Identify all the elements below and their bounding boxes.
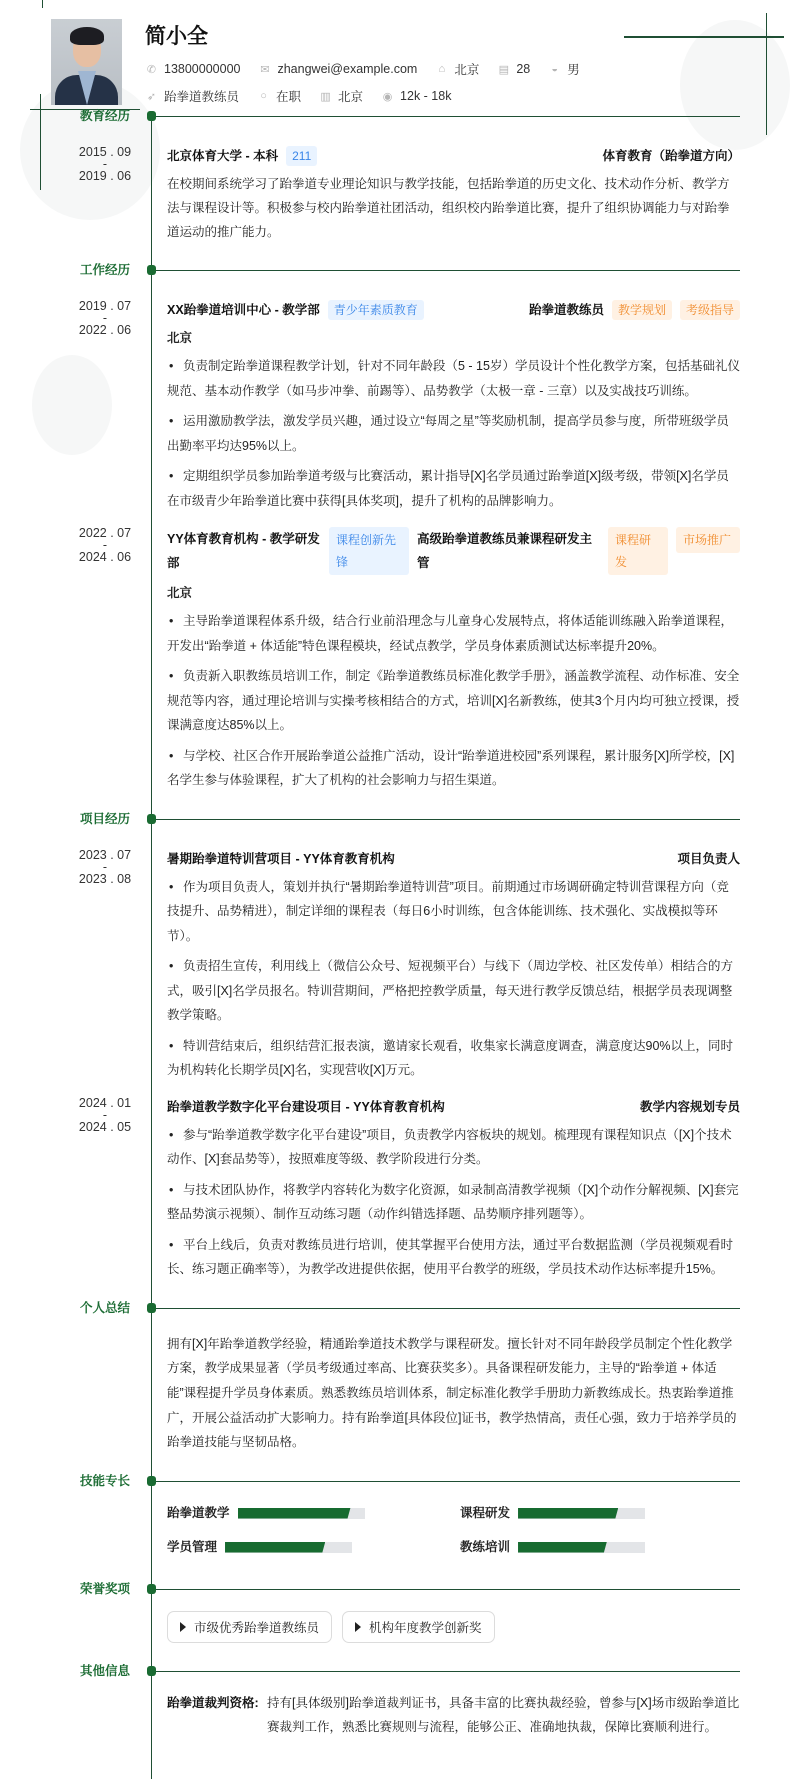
skill-bar [518, 1542, 645, 1553]
skill-name: 学员管理 [167, 1540, 218, 1555]
timeline-node [147, 111, 156, 121]
education-entry [0, 146, 794, 244]
section-title: 荣誉奖项 [79, 1582, 130, 1597]
send-icon: ➶ [146, 90, 157, 103]
building-icon: ▥ [320, 90, 331, 103]
summary-text: 拥有[X]年跆拳道教学经验，精通跆拳道技术教学与课程研发。擅长针对不同年龄段学员制定个性化教学方案，教学成果显著（学员考级通过率高、比赛获奖多）。具备课程研发能力，主导的“跆拳道 + 体适能”课程提升学员身体素质。熟悉教练员培训体系，制定标准化教学手册助力新教练成长。热衷跆拳道推广，开展公益活动扩大影响力。持有跆拳道[具体段位]证书，教学热情高，责任心强，致力于培养学员的跆拳道技能与坚韧品格。 [167, 1336, 737, 1450]
section-awards [0, 1582, 794, 1597]
role-tag: 课程研发 [608, 527, 668, 575]
gender: 男 [567, 63, 580, 77]
school: 北京体育大学 - 本科 [167, 149, 279, 163]
school-tag: 211 [286, 146, 317, 166]
skill-fill [518, 1542, 607, 1553]
skill-item [460, 1537, 740, 1557]
other-info [167, 1691, 740, 1739]
divider [156, 1589, 740, 1590]
resume-body [0, 109, 794, 1779]
decor-line [42, 0, 43, 8]
work-location: 北京 [167, 586, 193, 600]
timeline-node [147, 1666, 156, 1676]
company: XX跆拳道培训中心 - 教学部 [167, 303, 320, 317]
work-entry [0, 527, 794, 793]
divider [156, 270, 740, 271]
age: 28 [516, 62, 531, 76]
triangle-icon [180, 1622, 186, 1632]
salary-icon: ◉ [382, 90, 393, 103]
project-name: 跆拳道教学数字化平台建设项目 - YY体育教育机构 [167, 1099, 445, 1114]
job-intent-row [145, 87, 463, 105]
other-text: 持有[具体级别]跆拳道裁判证书，具备丰富的比赛执裁经验，曾参与[X]场市级跆拳道比赛裁判工作，熟悉比赛规则与流程，能够公正、准确地执裁，保障比赛顺利进行。 [267, 1696, 740, 1735]
end-date: 2024 . 06 [78, 550, 132, 564]
bullet: • 主导跆拳道课程体系升级，结合行业前沿理念与儿童身心发展特点，将体适能训练融入跆拳道课程，开发出“跆拳道 + 体适能”特色课程模块，经试点教学，学员身体素质测试达标率提升20%。 [167, 609, 740, 658]
date-sep: - [102, 157, 108, 171]
skill-fill [238, 1508, 351, 1519]
section-title: 技能专长 [79, 1474, 130, 1489]
education-desc: 在校期间系统学习了跆拳道专业理论知识与教学技能，包括跆拳道的历史文化、技术动作分析、教学方法与课程设计等。积极参与校内跆拳道社团活动，组织校内跆拳道比赛，提升了组织协调能力与对跆拳道运动的推广能力。 [167, 177, 730, 239]
skill-name: 教练培训 [460, 1540, 511, 1555]
divider [156, 116, 740, 117]
project-name: 暑期跆拳道特训营项目 - YY体育教育机构 [167, 851, 395, 866]
bullet: • 平台上线后，负责对教练员进行培训，使其掌握平台使用方法，通过平台数据监测（学员视频观看时长、练习题正确率等），为教学改进提供依据，使用平台教学的班级，学员技术动作达标率提升15%。 [167, 1233, 740, 1282]
skill-item [167, 1503, 460, 1523]
bullet: • 负责新入职教练员培训工作，制定《跆拳道教练员标准化教学手册》，涵盖教学流程、动作标准、安全规范等内容，通过理论培训与实操考核相结合的方式，培训[X]名新教练，使其3个月内均可独立授课，授课满意度达85%以上。 [167, 664, 740, 738]
section-summary [0, 1300, 794, 1315]
phone: 13800000000 [164, 62, 241, 76]
award-item [167, 1611, 332, 1643]
timeline-node [147, 1476, 156, 1486]
start-date: 2022 . 07 [78, 526, 132, 540]
job-intent: 跆拳道教练员 [164, 90, 240, 104]
divider [156, 819, 740, 820]
end-date: 2019 . 06 [78, 169, 132, 183]
phone-icon: ✆ [146, 63, 157, 76]
end-date: 2024 . 05 [78, 1119, 132, 1134]
section-title: 其他信息 [79, 1664, 130, 1679]
section-work [0, 263, 794, 277]
date-sep: - [102, 311, 108, 325]
date-sep: - [102, 1107, 108, 1122]
section-title: 项目经历 [79, 811, 130, 826]
company: YY体育教育机构 - 教学研发部 [167, 532, 320, 570]
timeline-node [147, 265, 156, 275]
bullet: • 运用激励教学法，激发学员兴趣，通过设立“每周之星”等奖励机制，提高学员参与度，所带班级学员出勤率平均达95%以上。 [167, 409, 740, 458]
section-title: 教育经历 [79, 109, 130, 123]
end-date: 2022 . 06 [78, 323, 132, 337]
bullet: • 负责制定跆拳道课程教学计划，针对不同年龄段（5 - 15岁）学员设计个性化教学方案，包括基础礼仪规范、基本动作教学（如马步冲拳、前踢等）、品势教学（太极一章 - 三章）以及实战技巧训练。 [167, 354, 740, 403]
timeline-node [147, 1303, 156, 1313]
section-title: 个人总结 [79, 1300, 130, 1315]
section-project [0, 811, 794, 826]
company-tag: 青少年素质教育 [328, 300, 424, 320]
skill-fill [518, 1508, 618, 1519]
end-date: 2023 . 08 [78, 871, 132, 886]
skill-bar [225, 1542, 352, 1553]
other-label: 跆拳道裁判资格: [167, 1696, 259, 1711]
divider [156, 1671, 740, 1672]
date-sep: - [102, 538, 108, 552]
role: 跆拳道教练员 [528, 303, 604, 317]
job-status: 在职 [276, 90, 302, 104]
age-icon: ▤ [498, 63, 510, 76]
skill-name: 跆拳道教学 [167, 1506, 230, 1521]
role-tag: 市场推广 [676, 527, 740, 553]
role-tag: 考级指导 [680, 300, 740, 320]
bullet: • 定期组织学员参加跆拳道考级与比赛活动，累计指导[X]名学员通过跆拳道[X]级考级，带领[X]名学员在市级青少年跆拳道比赛中获得[具体奖项]，提升了机构的品牌影响力。 [167, 464, 740, 513]
bullet: • 负责招生宣传，利用线上（微信公众号、短视频平台）与线下（周边学校、社区发传单）相结合的方式，吸引[X]名学员报名。特训营期间，严格把控教学质量，每天进行教学反馈总结，根据学员表现调整教学策略。 [167, 954, 740, 1028]
role-tag: 教学规划 [612, 300, 672, 320]
project-role: 项目负责人 [677, 851, 740, 866]
contact-row [145, 60, 592, 78]
award-name: 机构年度教学创新奖 [369, 1621, 482, 1636]
decor-line [624, 36, 784, 38]
divider [156, 1481, 740, 1482]
gender-icon: ◒ [551, 63, 559, 75]
award-item [342, 1611, 495, 1643]
start-date: 2024 . 01 [78, 1095, 132, 1110]
bullet: • 特训营结束后，组织结营汇报表演，邀请家长观看，收集家长满意度调查，满意度达90%以上，同时为机构转化长期学员[X]名，实现营收[X]万元。 [167, 1034, 740, 1083]
skill-item [460, 1503, 740, 1523]
target-city: 北京 [338, 90, 364, 104]
skills-grid [167, 1503, 740, 1557]
section-skills [0, 1474, 794, 1489]
start-date: 2019 . 07 [78, 299, 132, 313]
awards-list [167, 1611, 794, 1643]
skill-item [167, 1537, 460, 1557]
skill-name: 课程研发 [460, 1506, 511, 1521]
work-location: 北京 [167, 331, 193, 345]
salary: 12k - 18k [400, 89, 452, 103]
divider [156, 1308, 740, 1309]
section-education [0, 109, 794, 123]
status-icon: ○ [260, 90, 267, 102]
bullet: • 与技术团队协作，将教学内容转化为数字化资源，如录制高清教学视频（[X]个动作分解视频、[X]套完整品势演示视频）、制作互动练习题（动作纠错选择题、品势顺序排列题等）。 [167, 1178, 740, 1227]
bullet: • 作为项目负责人，策划并执行“暑期跆拳道特训营”项目。前期通过市场调研确定特训营课程方向（竞技提升、品势精进），制定详细的课程表（每日6小时训练，包含体能训练、技术强化、实战模拟等环节）。 [167, 875, 740, 949]
project-role: 教学内容规划专员 [639, 1099, 740, 1114]
project-entry [0, 849, 794, 1083]
bullet: • 参与“跆拳道教学数字化平台建设”项目，负责教学内容板块的规划。梳理现有课程知识点（[X]个技术动作、[X]套品势等），按照难度等级、教学阶段进行分类。 [167, 1123, 740, 1172]
avatar [51, 19, 122, 105]
award-name: 市级优秀跆拳道教练员 [194, 1621, 320, 1636]
timeline-node [147, 814, 156, 824]
mail-icon: ✉ [260, 63, 270, 76]
company-tag: 课程创新先锋 [329, 527, 409, 575]
skill-bar [518, 1508, 645, 1519]
start-date: 2015 . 09 [78, 145, 132, 159]
triangle-icon [355, 1622, 361, 1632]
email: zhangwei@example.com [277, 62, 418, 76]
skill-bar [238, 1508, 365, 1519]
section-title: 工作经历 [79, 263, 130, 277]
major: 体育教育（跆拳道方向） [602, 149, 740, 163]
home-icon: ⌂ [438, 63, 446, 75]
work-entry [0, 300, 794, 513]
section-other [0, 1664, 794, 1679]
project-entry [0, 1097, 794, 1282]
skill-fill [225, 1542, 325, 1553]
start-date: 2023 . 07 [78, 847, 132, 862]
role: 高级跆拳道教练员兼课程研发主管 [417, 532, 593, 570]
candidate-name: 简小全 [145, 25, 208, 48]
date-sep: - [102, 859, 108, 874]
timeline-node [147, 1584, 156, 1594]
location: 北京 [454, 63, 480, 77]
bullet: • 与学校、社区合作开展跆拳道公益推广活动，设计“跆拳道进校园”系列课程，累计服务[X]所学校，[X]名学生参与体验课程，扩大了机构的社会影响力与招生渠道。 [167, 744, 740, 793]
